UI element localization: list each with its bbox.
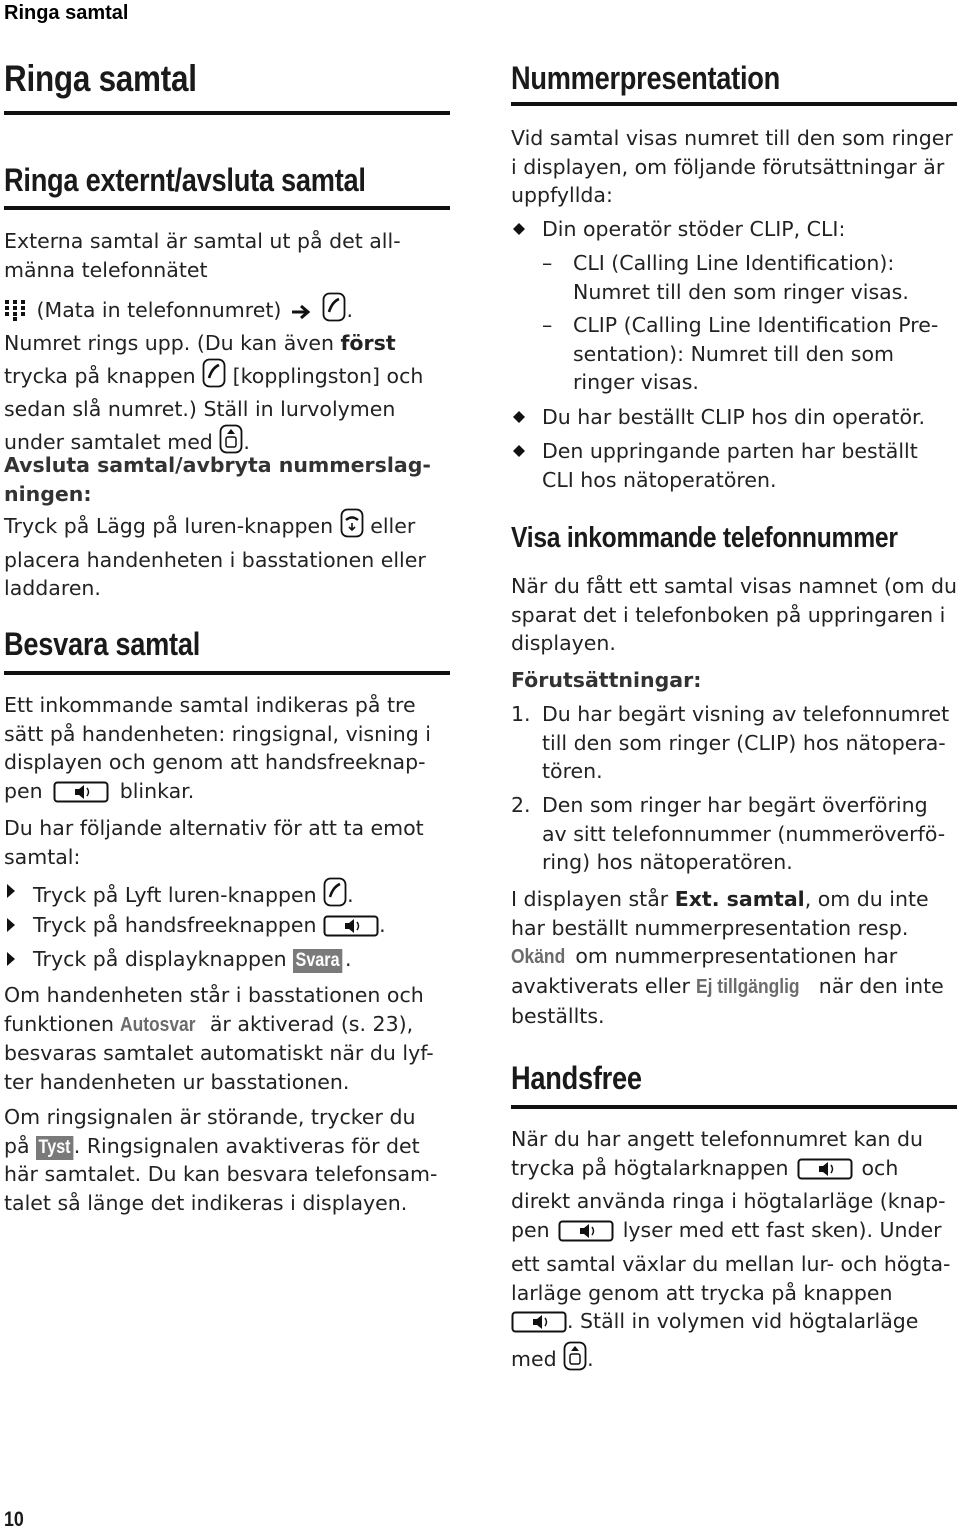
list-number: 1. (511, 702, 531, 726)
control-key-icon (563, 1341, 587, 1379)
dial-step: (Mata in telefonnumret) . (4, 292, 353, 330)
title-rule (4, 111, 450, 115)
handsfree-key-icon (511, 1311, 567, 1341)
talk-key-icon (202, 358, 226, 396)
end-call-key-icon (340, 508, 364, 546)
list-item: 2. Den som ringer har begärt överföring av sitt telefonnummer (nummeröverfö- ring) hos nätoperatören. (511, 793, 946, 875)
triangle-bullet-icon (4, 911, 18, 947)
autoanswer-text: Om handenheten står i basstationen och funktionen Autosvar är aktiverad (s. 23), besvaras samtalet automatiskt när du lyf- ter handenheten ur basstationen. (4, 983, 434, 1095)
dash-bullet: – (542, 313, 553, 337)
incoming-intro: När du fått ett samtal visas namnet (om du sparat det i telefonboken på uppringaren i displayen. (511, 574, 957, 656)
list-item: Du har beställt CLIP hos din operatör. (511, 403, 925, 432)
list-number: 2. (511, 793, 531, 817)
requirements-heading: Förutsättningar: (511, 668, 702, 692)
handsfree-key-icon (53, 781, 109, 811)
section-heading-answer: Besvara samtal (4, 626, 201, 662)
section-heading-incoming: Visa inkommande telefonnummer (511, 522, 898, 554)
answer-options-intro: Du har följande alternativ för att ta emot samtal: (4, 816, 424, 869)
triangle-bullet-icon (4, 945, 18, 981)
list-item: Tryck på Lyft luren-knappen . (4, 877, 354, 915)
section-rule (511, 1105, 957, 1109)
list-item: 1. Du har begärt visning av telefonnumret till den som ringer (CLIP) hos nätopera- tören. (511, 702, 950, 784)
page-number: 10 (4, 1508, 24, 1531)
end-call-text: Tryck på Lägg på luren-knappen eller placera handenheten i basstationen eller laddaren. (4, 508, 426, 603)
list-item: Din operatör stöder CLIP, CLI: (511, 215, 845, 244)
running-header: Ringa samtal (4, 2, 129, 24)
keypad-icon (4, 298, 30, 330)
clip-intro: Vid samtal visas numret till den som ringer i displayen, om följande förutsättningar är uppfyllda: (511, 126, 953, 208)
section-rule (4, 206, 450, 210)
talk-key-icon (323, 877, 347, 915)
softkey-svara: Svara (293, 949, 342, 973)
diamond-bullet-icon (511, 215, 527, 251)
incoming-display-text: I displayen står Ext. samtal, om du inte har beställt nummerpresentation resp. Okänd om nummerpresentationen har avaktiverats eller Ej tillgänglig när den inte beställts. (511, 887, 944, 1028)
dash-bullet: – (542, 251, 553, 275)
section-heading-ext: Ringa externt/avsluta samtal (4, 162, 366, 198)
handsfree-key-icon (797, 1158, 853, 1188)
section-heading-handsfree: Handsfree (511, 1060, 642, 1096)
end-call-heading: Avsluta samtal/avbryta nummerslag- ningen: (4, 453, 431, 506)
section-rule (4, 671, 450, 675)
answer-intro: Ett inkommande samtal indikeras på tre sätt på handenheten: ringsignal, visning i displayen och genom att handsfreeknap- pen blinkar. (4, 691, 431, 811)
display-text-okand: Okänd (511, 945, 566, 969)
list-item: – CLI (Calling Line Identification): Numret till den som ringer visas. (542, 251, 909, 304)
diamond-bullet-icon (511, 403, 527, 439)
display-text-ej-tillganglig: Ej tillgänglig (696, 975, 800, 999)
mute-text: Om ringsignalen är störande, trycker du på Tyst . Ringsignalen avaktiveras för det här samtalet. Du kan besvara telefonsam- talet så länge det indikeras i displayen. (4, 1105, 438, 1216)
softkey-tyst: Tyst (36, 1136, 73, 1160)
handsfree-key-icon (558, 1220, 614, 1250)
section-heading-clip: Nummerpresentation (511, 60, 780, 96)
handsfree-key-icon (323, 915, 379, 945)
list-item: Tryck på displayknappen Svara . (4, 945, 352, 974)
triangle-bullet-icon (4, 877, 18, 913)
arrow-right-icon (288, 301, 316, 330)
dial-text: Numret rings upp. (Du kan även först trycka på knappen [kopplingston] och sedan slå numret.) Ställ in lurvolymen under samtalet med . (4, 329, 423, 462)
diamond-bullet-icon (511, 437, 527, 473)
list-item: Den uppringande parten har beställt CLI hos nätoperatören. (511, 437, 918, 494)
display-text-autosvar: Autosvar (120, 1012, 197, 1036)
list-item: Tryck på handsfreeknappen . (4, 911, 386, 945)
section-rule (511, 102, 957, 106)
ext-intro: Externa samtal är samtal ut på det all- männa telefonnätet (4, 229, 401, 282)
list-item: – CLIP (Calling Line Identification Pre- sentation): Numret till den som ringer visas. (542, 313, 939, 395)
talk-key-icon (322, 292, 346, 330)
page-title: Ringa samtal (4, 58, 197, 99)
handsfree-text: När du har angett telefonnumret kan du trycka på högtalarknappen och direkt använda ringa i högtalarläge (knap- pen lyser med ett fast sken). Under ett samtal växlar du mellan lur- och högta- larläge genom att trycka på knappen . Ställ in volymen vid högtalarläge med . (511, 1125, 950, 1379)
